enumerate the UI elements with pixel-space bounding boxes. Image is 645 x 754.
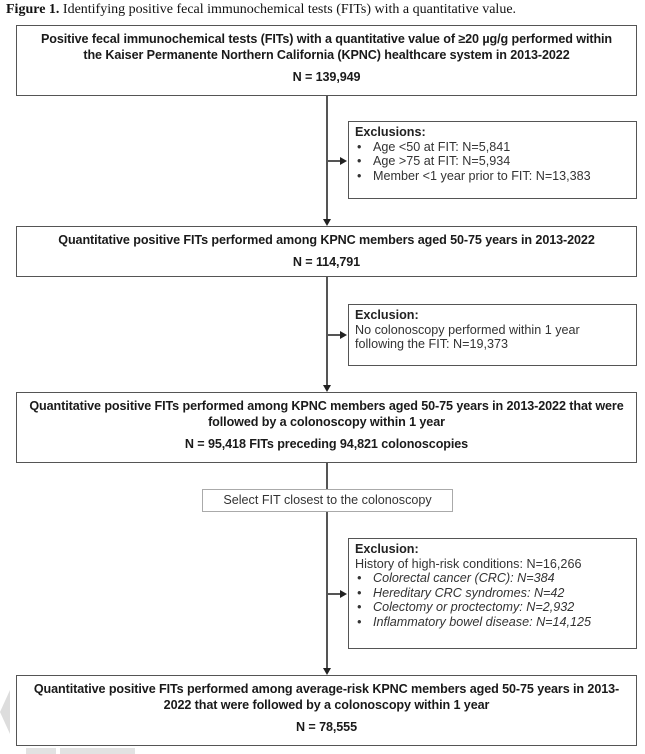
watermark-shape — [26, 748, 56, 754]
arrow-right-icon — [340, 331, 347, 339]
exclusion-item: • Inflammatory bowel disease: N=14,125 — [355, 615, 630, 630]
exclusion-box-age-membership — [348, 121, 637, 199]
connector-branch — [327, 334, 341, 336]
box-count: N = 78,555 — [296, 720, 357, 734]
connector-line — [326, 277, 328, 386]
select-closest-fit-step: Select FIT closest to the colonoscopy — [202, 489, 453, 512]
box-title: Quantitative positive FITs performed among KPNC members aged 50-75 years in 2013-2022 that were followed by a colonoscopy within 1 year — [29, 399, 624, 429]
exclusion-box-high-risk — [348, 538, 637, 649]
box-title: Quantitative positive FITs performed among KPNC members aged 50-75 years in 2013-2022 — [58, 233, 595, 247]
box-count: N = 139,949 — [292, 70, 361, 84]
figure-caption-text: Identifying positive fecal immunochemical tests (FITs) with a quantitative value. — [59, 2, 517, 17]
flow-box-with-colonoscopy — [16, 392, 637, 463]
flow-box-initial-fits — [16, 25, 637, 96]
flow-box-average-risk-final — [16, 675, 637, 746]
exclusion-item: • Colorectal cancer (CRC): N=384 — [355, 571, 630, 586]
exclusion-heading: Exclusion: — [355, 308, 419, 322]
exclusion-item: • Colectomy or proctectomy: N=2,932 — [355, 600, 630, 615]
exclusion-text: History of high-risk conditions: N=16,266 — [355, 556, 582, 571]
exclusion-text: No colonoscopy performed within 1 year following the FIT: N=19,373 — [355, 322, 580, 351]
exclusion-list — [355, 571, 630, 629]
figure-caption — [6, 2, 645, 18]
watermark-shape — [60, 748, 135, 754]
figure-label: Figure 1. — [6, 2, 60, 17]
box-title: Positive fecal immunochemical tests (FITs) with a quantitative value of ≥20 µg/g performed within the Kaiser Permanente Northern California (KPNC) healthcare system in 2013-2022 — [40, 32, 613, 62]
arrow-right-icon — [340, 157, 347, 165]
exclusion-box-no-colonoscopy — [348, 304, 637, 366]
connector-branch — [327, 593, 341, 595]
flow-box-aged-50-75 — [16, 226, 637, 277]
connector-branch — [327, 160, 341, 162]
exclusion-heading: Exclusions: — [355, 125, 426, 139]
box-title: Quantitative positive FITs performed among average-risk KPNC members aged 50-75 years in 2013-2022 that were followed by a colonoscopy within 1 year — [33, 682, 620, 712]
watermark-shape — [0, 690, 10, 734]
exclusion-item: • Age <50 at FIT: N=5,841 — [355, 140, 630, 155]
exclusion-list — [355, 140, 630, 184]
exclusion-heading: Exclusion: — [355, 542, 419, 556]
exclusion-item: • Hereditary CRC syndromes: N=42 — [355, 586, 630, 601]
box-count: N = 114,791 — [292, 255, 361, 269]
connector-line — [326, 96, 328, 220]
exclusion-item: • Age >75 at FIT: N=5,934 — [355, 154, 630, 169]
exclusion-item: • Member <1 year prior to FIT: N=13,383 — [355, 169, 630, 184]
arrow-down-icon — [323, 385, 331, 392]
arrow-down-icon — [323, 668, 331, 675]
arrow-down-icon — [323, 219, 331, 226]
box-count: N = 95,418 FITs preceding 94,821 colonoscopies — [184, 437, 469, 451]
arrow-right-icon — [340, 590, 347, 598]
